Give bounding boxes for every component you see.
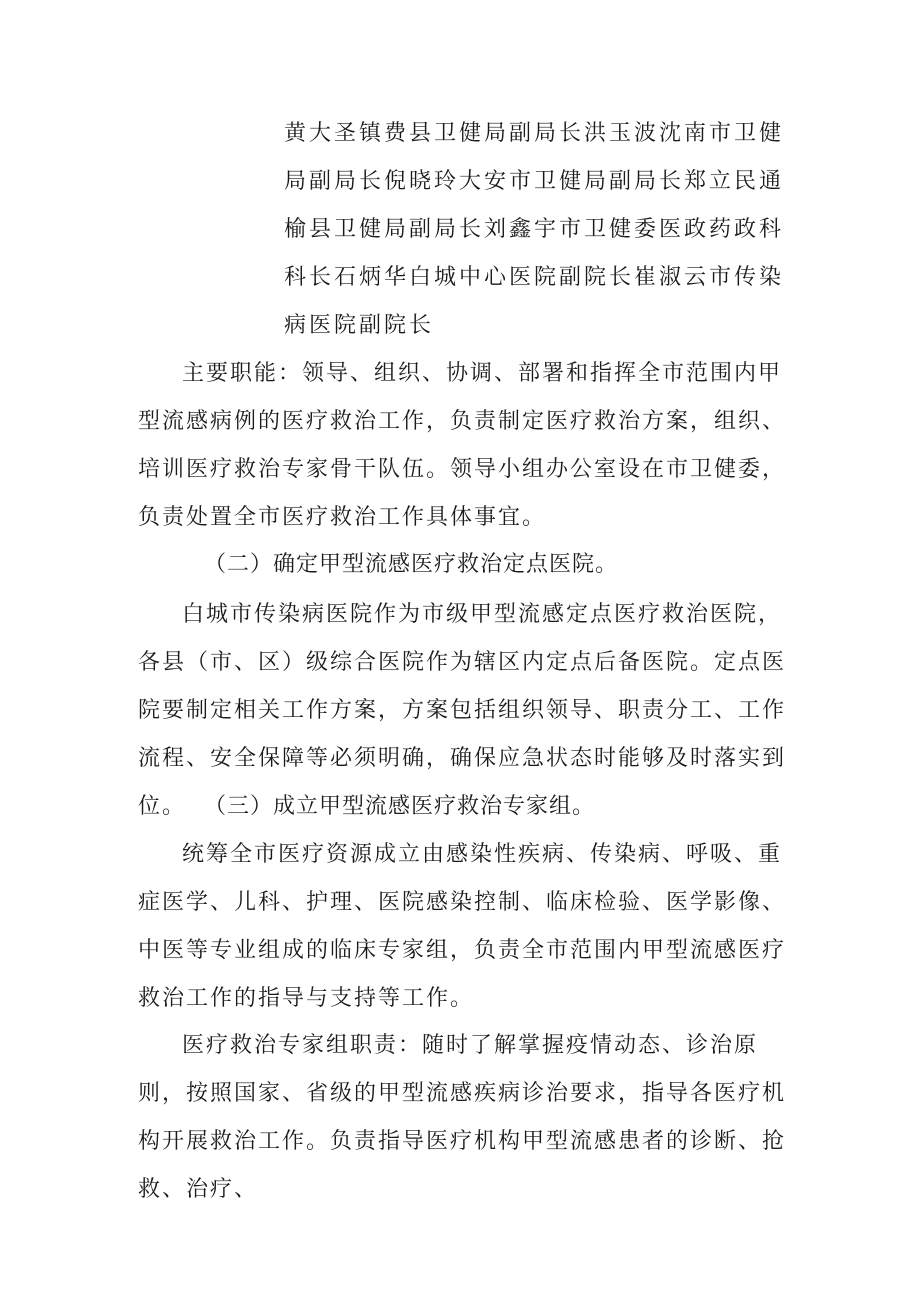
expert-group-paragraph: 统筹全市医疗资源成立由感染性疾病、传染病、呼吸、重症医学、儿科、护理、医院感染控制、临床检验、医学影像、中医等专业组成的临床专家组，负责全市范围内甲型流感医疗救治工作的指导与支持等工作。: [138, 842, 787, 1011]
main-duties-paragraph: 主要职能：领导、组织、协调、部署和指挥全市范围内甲型流感病例的医疗救治工作，负责制定医疗救治方案，组织、培训医疗救治专家骨干队伍。领导小组办公室设在市卫健委，负责处置全市医疗救治工作具体事宜。: [138, 361, 787, 530]
leadership-members-list: 黄大圣镇费县卫健局副局长洪玉波沈南市卫健局副局长倪晓玲大安市卫健局副局长郑立民通榆县卫健局副局长刘鑫宇市卫健委医政药政科科长石炳华白城中心医院副院长崔淑云市传染病医院副院长: [284, 121, 785, 338]
section-3-heading: （三）成立甲型流感医疗救治专家组。: [204, 794, 596, 819]
expert-duties-paragraph: 医疗救治专家组职责：随时了解掌握疫情动态、诊治原则，按照国家、省级的甲型流感疾病诊治要求，指导各医疗机构开展救治工作。负责指导医疗机构甲型流感患者的诊断、抢救、治疗、: [138, 1033, 787, 1202]
section-2-heading: （二）确定甲型流感医疗救治定点医院。: [204, 552, 619, 577]
designated-hospital-paragraph: 白城市传染病医院作为市级甲型流感定点医疗救治医院，各县（市、区）级综合医院作为辖区内定点后备医院。定点医院要制定相关工作方案，方案包括组织领导、职责分工、工作流程、安全保障等必须明确，确保应急状态时能够及时落实到位。: [138, 602, 787, 819]
